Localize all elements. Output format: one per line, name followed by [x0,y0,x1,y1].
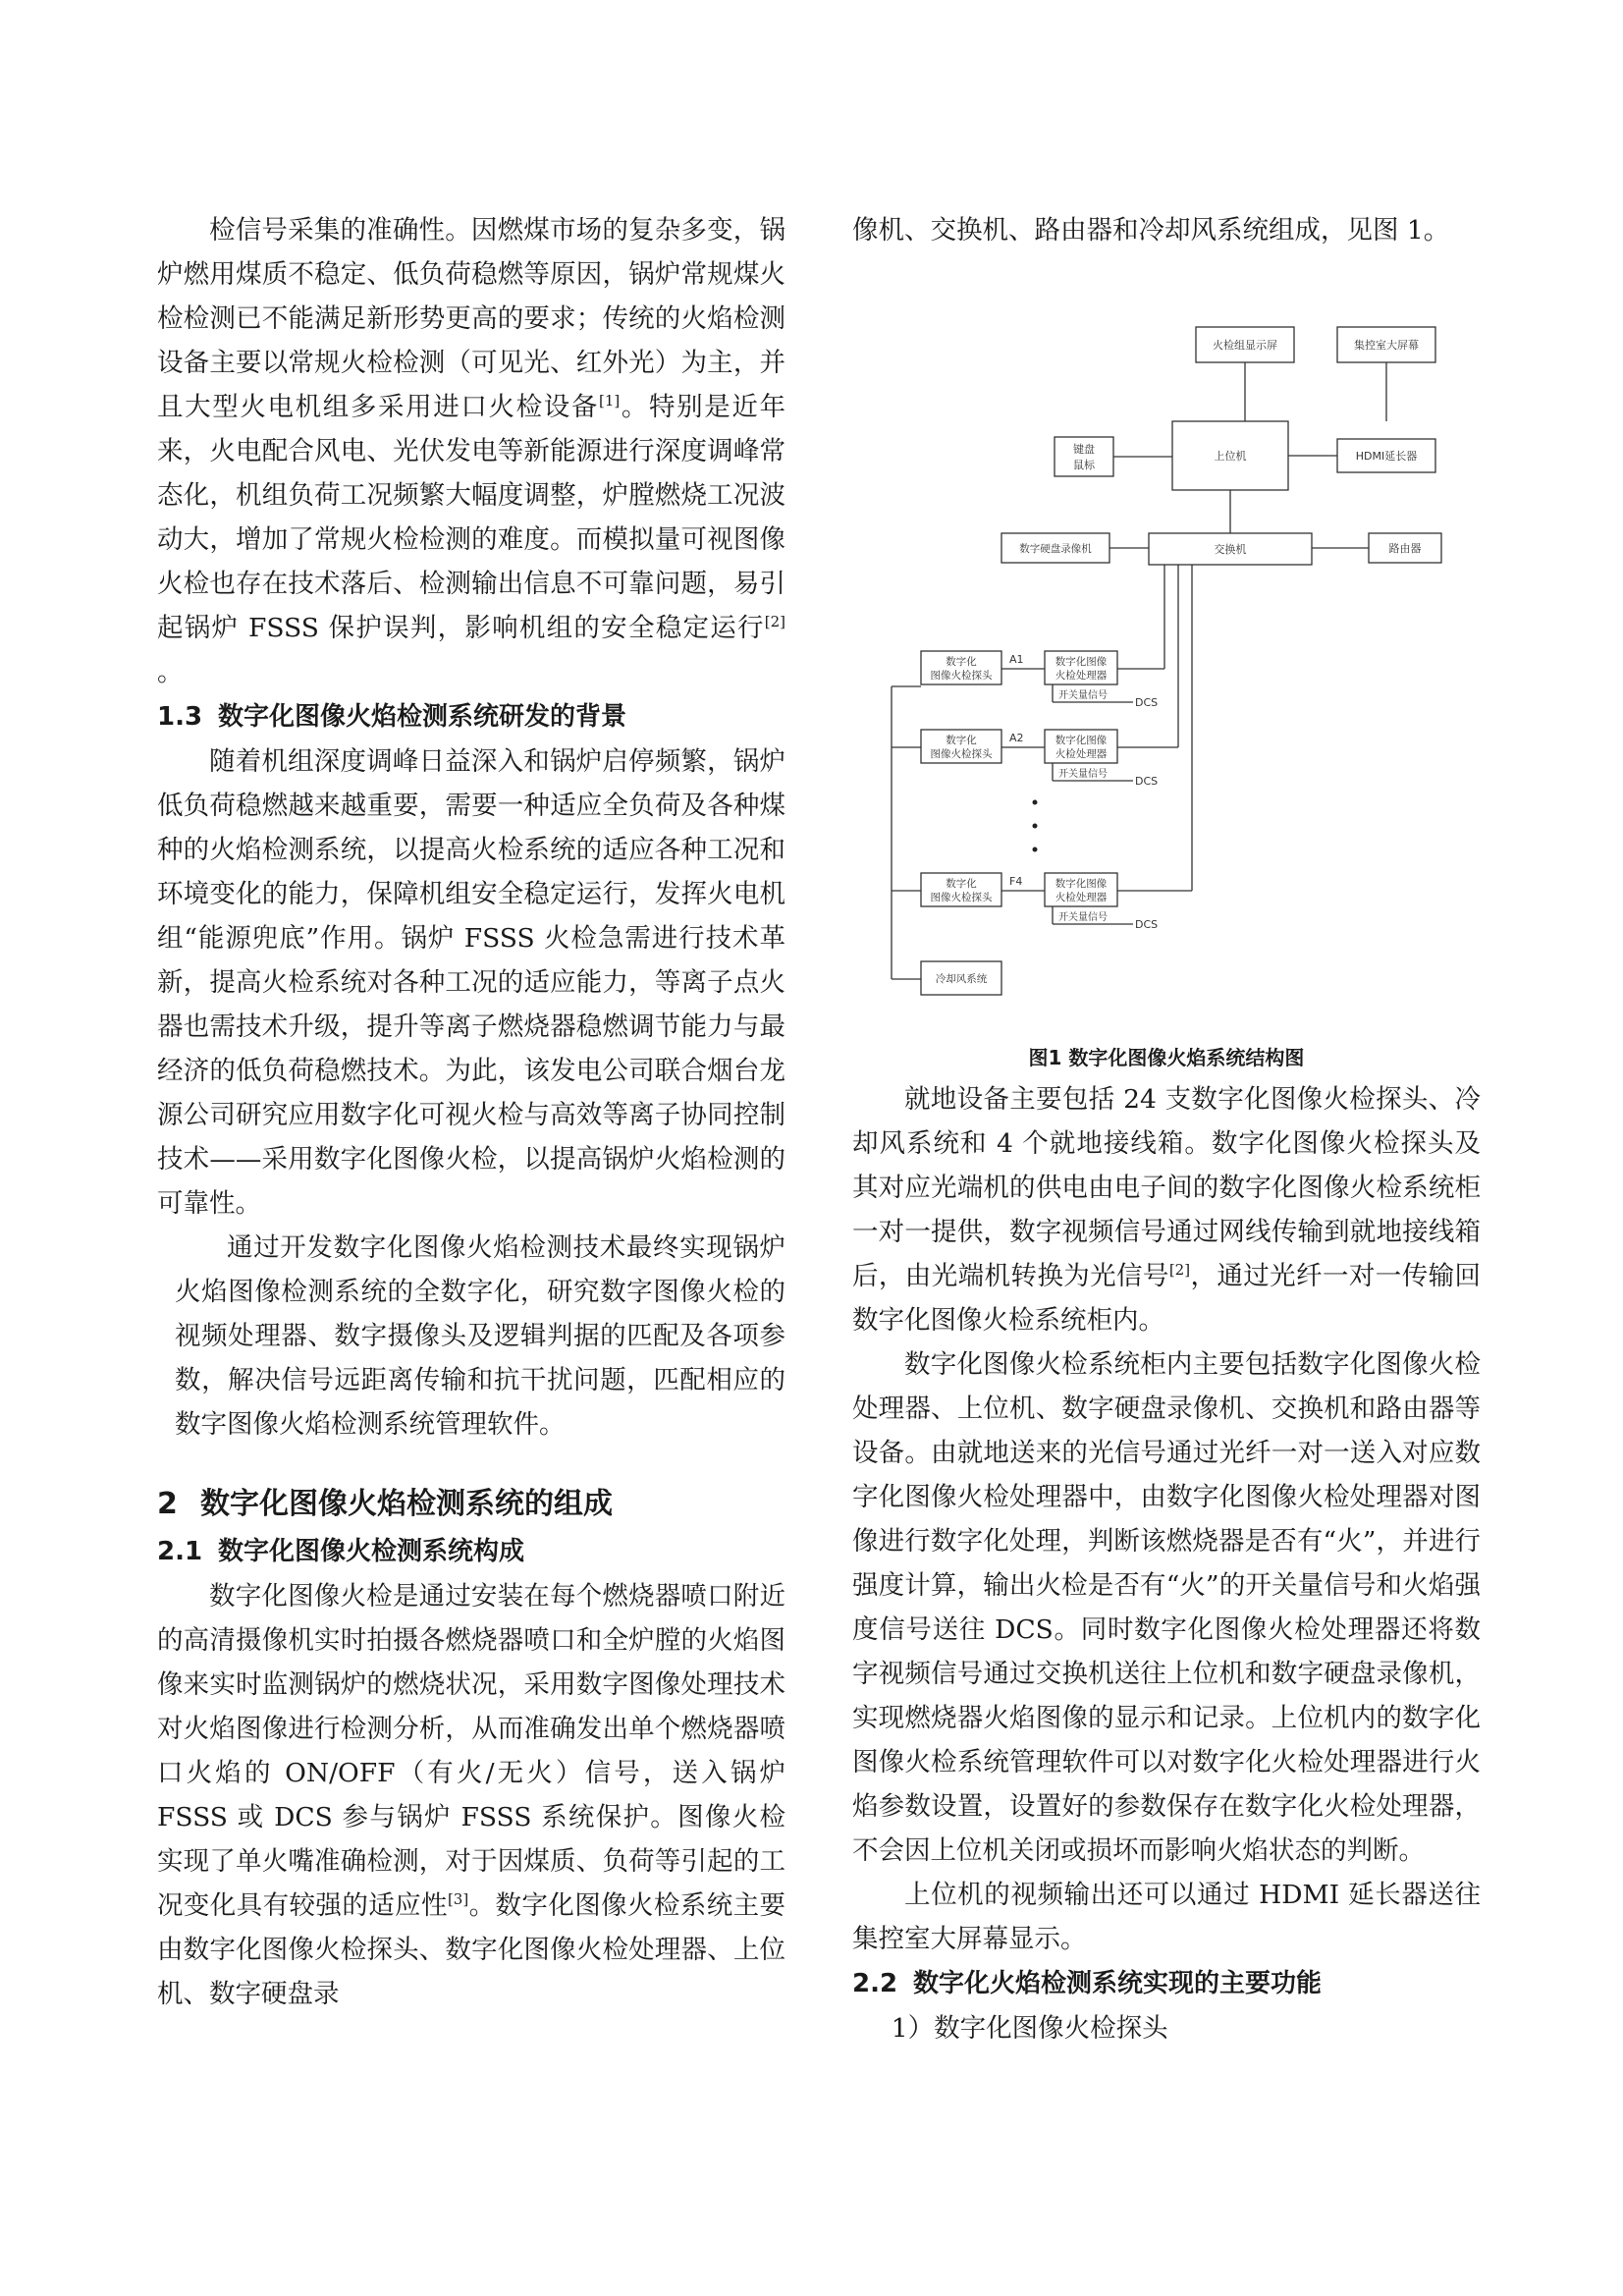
dcs-label: DCS [1135,696,1159,709]
section-title: 数字化火焰检测系统实现的主要功能 [913,1969,1323,1998]
display-label: 火检组显示屏 [1213,339,1277,352]
section-number: 1.3 [157,702,203,732]
probe-label: 数字化 [946,656,977,668]
right-column [852,208,1481,2050]
list-item: 1）数字化图像火检探头 [891,2013,1168,2044]
probe-label: 图像火检探头 [930,670,993,682]
processor-label: 数字化图像 [1055,656,1108,668]
processor-label: 数字化图像 [1055,878,1108,890]
paragraph-text: 。 [157,657,184,687]
paragraph-text: 。数字化图像火检系统主要由数字化图像火检探头、数字化图像火检处理器、上位机、数字硬盘录 [157,1890,786,2009]
router-label: 路由器 [1388,542,1422,555]
mouse-label: 鼠标 [1073,459,1095,471]
paragraph: 随着机组深度调峰日益深入和锅炉启停频繁，锅炉低负荷稳燃越来越重要，需要一种适应全负荷及各种煤种的火焰检测系统，以提高火检系统的适应各种工况和环境变化的能力，保障机组安全稳定运行，发挥火电机组“能源兜底”作用。锅炉 FSSS 火检急需进行技术革新，提高火检系统对各种工况的适应能力，等离子点火器也需技术升级，提升等离子燃烧器稳燃调节能力与最经济的低负荷稳燃技术。为此，该发电公司联合烟台龙源公司研究应用数字化可视火检与高效等离子协同控制技术——采用数字化图像火检，以提高锅炉火焰检测的可靠性。 [157,746,785,1219]
ellipsis-dot [1033,847,1038,852]
paragraph-text: 就地设备主要包括 24 支数字化图像火检探头、冷却风系统和 4 个就地接线箱。数字化图像火检探头及其对应光端机的供电由电子间的数字化图像火检系统柜一对一提供，数字视频信号通过网线传输到就地接线箱后，由光端机转换为光信号 [852,1084,1481,1291]
paragraph: 像机、交换机、路由器和冷却风系统组成，见图 1。 [852,215,1450,246]
citation[interactable]: [1] [599,392,621,410]
system-diagram [852,252,1481,1028]
processor-label: 数字化图像 [1055,735,1108,746]
paragraph [852,1077,1481,1342]
ellipsis-dot [1033,800,1038,805]
processor-label: 火检处理器 [1055,748,1108,760]
probe-label: 图像火检探头 [930,748,993,760]
dcs-label: DCS [1135,775,1159,788]
probe-label: 数字化 [946,735,977,746]
processor-label: 火检处理器 [1055,892,1108,903]
section-heading-1-3 [157,694,785,739]
signal-label: 开关量信号 [1058,769,1108,780]
host-label: 上位机 [1214,450,1247,463]
signal-label: 开关量信号 [1058,690,1108,701]
hdmi-label: HDMI延长器 [1355,450,1418,463]
paragraph-text: 数字化图像火检是通过安装在每个燃烧器喷口附近的高清摄像机实时拍摄各燃烧器喷口和全炉膛的火焰图像来实时监测锅炉的燃烧状况，采用数字图像处理技术对火焰图像进行检测分析，从而准确发出单个燃烧器喷口火焰的 ON/OFF（有火/无火）信号，送入锅炉 FSSS 或 DCS 参与锅炉 FSSS 系统保护。图像火检实现了单火嘴准确检测，对于因煤质、负荷等引起的工况变化具有较强的适应性 [157,1581,785,1921]
channel-label-a2: A2 [1009,732,1024,744]
channel-label-a1: A1 [1009,653,1024,666]
bigscreen-label: 集控室大屏幕 [1354,339,1419,352]
probe-label: 数字化 [946,878,977,890]
section-heading-2-2 [852,1961,1481,2006]
paragraph: 数字化图像火检系统柜内主要包括数字化图像火检处理器、上位机、数字硬盘录像机、交换机和路由器等设备。由就地送来的光信号通过光纤一对一送入对应数字化图像火检处理器中，由数字化图像火检处理器对图像进行数字化处理，判断该燃烧器是否有“火”，并进行强度计算，输出火检是否有“火”的开关量信号和火焰强度信号送往 DCS。同时数字化图像火检处理器还将数字视频信号通过交换机送往上位机和数字硬盘录像机，实现燃烧器火焰图像的显示和记录。上位机内的数字化图像火检系统管理软件可以对数字化火检处理器进行火焰参数设置，设置好的参数保存在数字化火检处理器，不会因上位机关闭或损坏而影响火焰状态的判断。 [852,1349,1481,1866]
dcs-label: DCS [1135,918,1159,931]
section-title: 数字化图像火焰检测系统研发的背景 [218,702,627,732]
paragraph [157,1574,785,2016]
paragraph-text: 。特别是近年来，火电配合风电、光伏发电等新能源进行深度调峰常态化，机组负荷工况频繁大幅度调整，炉膛燃烧工况波动大，增加了常规火检检测的难度。而模拟量可视图像火检也存在技术落后、检测输出信息不可靠问题，易引起锅炉 FSSS 保护误判，影响机组的安全稳定运行 [157,392,785,643]
signal-label: 开关量信号 [1058,912,1108,923]
paragraph-text: 检信号采集的准确性。因燃煤市场的复杂多变，锅炉燃用煤质不稳定、低负荷稳燃等原因，锅炉常规煤火检检测已不能满足新形势更高的要求；传统的火焰检测设备主要以常规火检检测（可见光、红外光）为主，并且大型火电机组多采用进口火检设备 [157,215,785,422]
paragraph: 通过开发数字化图像火焰检测技术最终实现锅炉火焰图像检测系统的全数字化，研究数字图像火检的视频处理器、数字摄像头及逻辑判据的匹配及各项参数，解决信号远距离传输和抗干扰问题，匹配相应的数字图像火焰检测系统管理软件。 [175,1232,785,1440]
left-column [157,208,785,2016]
citation[interactable]: [2] [1168,1261,1191,1280]
paragraph-text: ，通过光纤一对一传输回数字化图像火检系统柜内。 [852,1261,1482,1336]
section-heading-2-1 [157,1529,785,1574]
figure-caption: 图1 数字化图像火焰系统结构图 [1028,1046,1305,1069]
dvr-label: 数字硬盘录像机 [1019,543,1092,555]
ellipsis-dot [1033,824,1038,829]
keyboard-label: 键盘 [1073,443,1095,456]
section-number: 2 [157,1487,178,1521]
section-number: 2.2 [852,1969,898,1998]
switch-label: 交换机 [1214,543,1247,556]
cooling-fan-label: 冷却风系统 [935,973,988,985]
section-number: 2.1 [157,1537,203,1566]
channel-label-f4: F4 [1009,875,1023,888]
citation[interactable]: [3] [447,1890,469,1909]
paragraph [157,208,785,694]
section-title: 数字化图像火检测系统构成 [218,1537,525,1566]
processor-label: 火检处理器 [1055,670,1108,682]
section-title: 数字化图像火焰检测系统的组成 [200,1487,613,1521]
section-heading-2 [157,1480,785,1529]
probe-label: 图像火检探头 [930,892,993,903]
paragraph: 上位机的视频输出还可以通过 HDMI 延长器送往集控室大屏幕显示。 [852,1880,1481,1954]
figure-1 [852,252,1481,1038]
citation[interactable]: [2] [764,613,785,631]
